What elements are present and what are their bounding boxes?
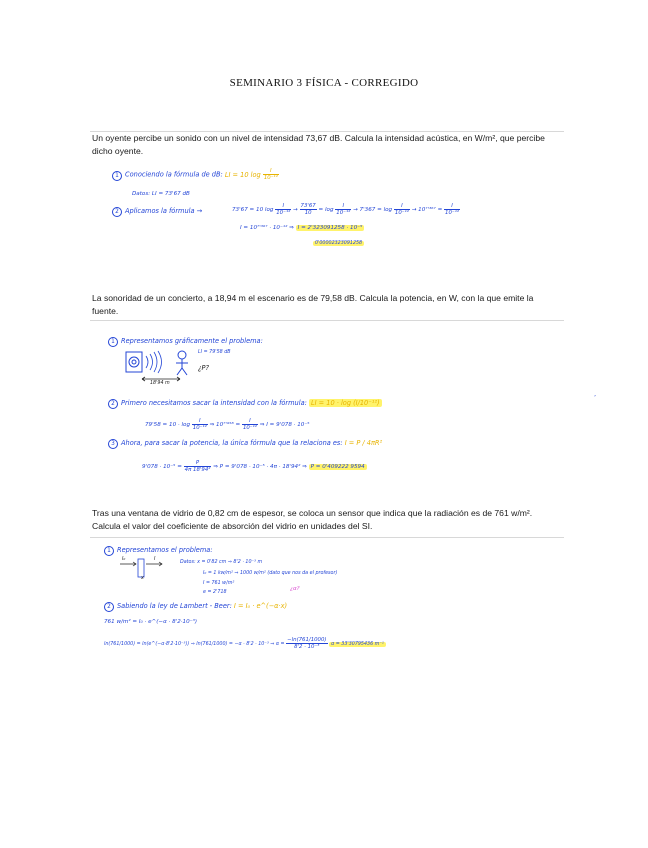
p1-step2-line2 (240, 225, 364, 231)
separator-line (90, 537, 564, 538)
p2-step2-text: Primero necesitamos sacar la intensidad con la fórmula: (121, 399, 307, 407)
p3-diag-io: I₀ (122, 557, 126, 562)
listener-body-icon (176, 359, 188, 375)
p2-diag-p: ¿P? (198, 364, 209, 372)
eq-frac (192, 418, 208, 431)
p3-diag-i: I (154, 557, 156, 562)
p1-formula-fraction (263, 168, 279, 181)
frac-num: I (275, 203, 291, 210)
eq-frac (275, 203, 291, 216)
p3-step2 (104, 602, 287, 612)
p2-step1-text: Representamos gráficamente el problema: (121, 337, 263, 345)
eq-part: ⇒ I = 9'078 · 10⁻⁵ (259, 422, 310, 428)
separator-line (90, 320, 564, 321)
p2-step2-formula: LI = 10 · log (I/10⁻¹²) (310, 399, 380, 407)
p2-step2 (108, 399, 382, 409)
eq-part: ⇒ 10⁷'⁹⁵⁸ = (209, 422, 241, 428)
frac-den: 10⁻¹² (336, 210, 351, 216)
frac-den: 10 (304, 210, 312, 216)
p3-diag-x: x (141, 576, 144, 581)
p1-step1-formula (224, 168, 279, 181)
frac-num: I (192, 418, 208, 425)
frac-num: I (394, 203, 410, 210)
eq-part: 79'58 = 10 · log (145, 422, 190, 428)
p2-step2-equation (145, 418, 310, 431)
p3-dato4: e = 2'718 (203, 590, 227, 595)
p3-step1 (104, 546, 213, 556)
p1-result: I = 2'323091258 · 10⁻⁵ (297, 225, 363, 231)
p3-step1-text: Representamos el problema: (117, 546, 213, 554)
eq-arrow: → (293, 207, 298, 213)
eq-frac (335, 203, 351, 216)
frac-den: 8'2 · 10⁻³ (294, 644, 320, 650)
p1-step2-text: Aplicamos la fórmula → (125, 207, 203, 215)
p1-result-decimal (313, 241, 364, 246)
p3-line2 (104, 637, 386, 650)
frac-den: 10⁻¹² (276, 210, 291, 216)
p1-formula-text: LI = 10 log (224, 170, 261, 179)
frac-den: 10⁻¹² (263, 175, 278, 181)
datos-title: Datos: (180, 560, 196, 565)
frac-num: −ln(761/1000) (287, 637, 327, 643)
side-mark: , (594, 391, 596, 398)
p3-datos (180, 560, 262, 565)
eq-frac (300, 203, 317, 216)
p2-diag-distance: 18'94 m (150, 381, 170, 386)
p2-step1-number: 1 (108, 337, 118, 347)
p2-diag-li: LI = 79'58 dB (198, 350, 231, 355)
p2-result: P = 0'409222 9594 (310, 464, 365, 470)
page-title: SEMINARIO 3 FÍSICA - CORREGIDO (229, 77, 419, 89)
p2-step3-text: Ahora, para sacar la potencia, la única fórmula que la relaciona es: (121, 439, 343, 447)
frac-num: I (335, 203, 351, 210)
p2-step3-formula: I = P / 4πR² (344, 439, 383, 447)
p3-dato3: I = 761 w/m² (203, 581, 235, 586)
p3-result: α = 33'30795436 m⁻¹ (331, 642, 384, 647)
frac-den: 10⁻¹² (445, 210, 460, 216)
frac-den: 10⁻¹² (242, 425, 257, 431)
p2-step3-equation (142, 460, 367, 473)
eq-frac (184, 460, 212, 473)
frac-den: 10⁻¹² (394, 210, 409, 216)
eq-frac (286, 637, 327, 650)
p2-step3-number: 3 (108, 439, 118, 449)
p2-step1 (108, 337, 263, 347)
p3-step2-formula: I = I₀ · e^(−α·x) (233, 602, 288, 610)
frac-den: 4π 18'94² (184, 467, 211, 473)
frac-den: 10⁻¹² (192, 425, 207, 431)
radiation-arrow-icon (120, 562, 162, 566)
p2-step3 (108, 439, 382, 449)
eq-part: 9'078 · 10⁻⁵ = (142, 464, 182, 470)
speaker-icon (126, 352, 142, 372)
eq-part: → 7'367 = log (353, 207, 393, 213)
p1-step2-equation (232, 203, 460, 216)
frac-num: I (444, 203, 460, 210)
eq-frac (444, 203, 460, 216)
frac-num: 73'67 (300, 203, 316, 209)
eq-part: = log (318, 207, 334, 213)
eq-frac (394, 203, 410, 216)
problem-1-statement: Un oyente percibe un sonido con un nivel de intensidad 73,67 dB. Calcula la intensidad acústica, en W/m², que percibe dicho oyente. (92, 133, 545, 156)
p3-dato2 (203, 571, 337, 576)
p1-step2 (112, 207, 202, 217)
frac-num: I (242, 418, 258, 425)
speaker-center (132, 360, 136, 364)
eq-part: → 10⁷'³⁶⁷ = (411, 207, 443, 213)
dato-line: x = 0'82 cm ⇒ 8'2 · 10⁻³ m (197, 560, 263, 565)
speaker-cone (129, 357, 139, 367)
listener-head-icon (178, 351, 186, 359)
p1-step1-number: 1 (112, 171, 122, 181)
eq-part: 73'67 = 10 log (232, 207, 274, 213)
eq-frac (242, 418, 258, 431)
frac-num: P (184, 460, 212, 467)
glass-pane-icon (138, 559, 144, 577)
p1-datos: Datos: LI = 73'67 dB (132, 191, 190, 197)
dato-line: I₀ = 1 kw/m² ⇒ 1000 w/m² (203, 571, 266, 576)
p3-dato5: ¿α? (290, 586, 300, 592)
p2-step2-number: 2 (108, 399, 118, 409)
dato-note: (dato que nos da el profesor) (267, 571, 338, 576)
p1-step1-text: Conociendo la fórmula de dB: (125, 170, 223, 179)
p1-result-decimal-text: 0'00002323091258 (315, 241, 363, 246)
eq-line: I = 10⁷'³⁶⁷ · 10⁻¹² ⇒ (240, 225, 294, 231)
sound-waves-icon (146, 351, 162, 373)
problem-3-statement: Tras una ventana de vidrio de 0,82 cm de espesor, se coloca un sensor que indica que la radiación es de 761 w/m². Calcula el valor del coeficiente de absorción del vidrio en unidades del SI. (92, 508, 533, 531)
eq-part: ⇒ P = 9'078 · 10⁻⁵ · 4π · 18'94² ⇒ (213, 464, 307, 470)
p3-step1-number: 1 (104, 546, 114, 556)
p3-line1: 761 w/m² = I₀ · e^(−α · 8'2·10⁻³) (104, 619, 198, 625)
p1-step2-number: 2 (112, 207, 122, 217)
frac-num: I (263, 168, 279, 175)
p3-step2-number: 2 (104, 602, 114, 612)
problem-2-statement: La sonoridad de un concierto, a 18,94 m el escenario es de 79,58 dB. Calcula la potencia, en W, con la que emite la fuente. (92, 293, 534, 316)
eq-part: ln(761/1000) = ln(e^(−α·8'2·10⁻³)) ⇒ ln(761/1000) = −α · 8'2 · 10⁻³ ⇒ α = (104, 642, 285, 647)
p1-step1 (112, 168, 279, 181)
p3-step2-text: Sabiendo la ley de Lambert - Beer: (117, 602, 232, 610)
